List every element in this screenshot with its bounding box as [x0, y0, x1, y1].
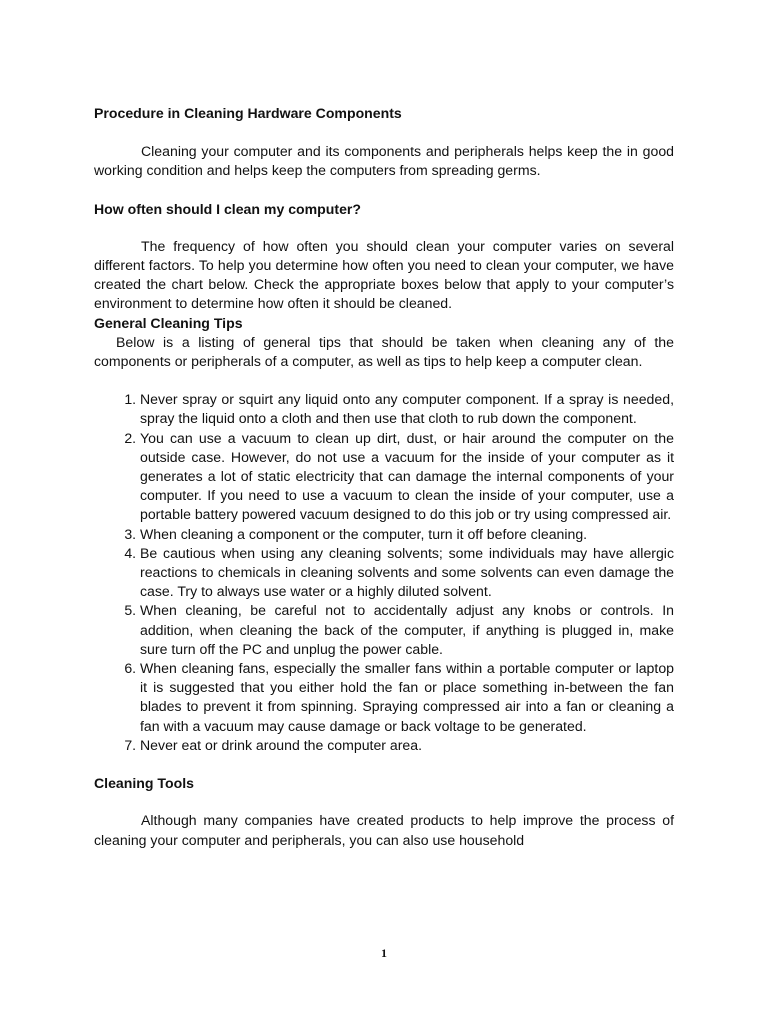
list-item: 7. Never eat or drink around the computer area. — [140, 736, 674, 755]
section-heading-how-often: How often should I clean my computer? — [94, 200, 362, 217]
list-item: 4. Be cautious when using any cleaning solvents; some individuals may have allergic reactions to chemicals in cleaning solvents and some solvents can even damage the case. Try to always use water or a highly diluted solvent. — [140, 544, 674, 602]
list-item: 5. When cleaning, be careful not to accidentally adjust any knobs or controls. In addition, when cleaning the back of the computer, if anything is plugged in, make sure turn off the PC and unplug the power cable. — [140, 601, 674, 659]
list-item: 6. When cleaning fans, especially the smaller fans within a portable computer or laptop it is suggested that you either hold the fan or place something in-between the fan blades to prevent it from spinning. Spraying compressed air into a fan or cleaning a fan with a vacuum may cause damage or back voltage to be generated. — [140, 659, 674, 736]
general-tips-paragraph: Below is a listing of general tips that should be taken when cleaning any of the components or peripherals of a computer, as well as tips to help keep a computer clean. — [94, 333, 674, 370]
page-number: 1 — [381, 946, 387, 960]
list-item: 1. Never spray or squirt any liquid onto any computer component. If a spray is needed, spray the liquid onto a cloth and then use that cloth to rub down the component. — [140, 390, 674, 428]
document-page — [94, 104, 674, 850]
list-item: 3. When cleaning a component or the computer, turn it off before cleaning. — [140, 525, 674, 544]
tips-list — [94, 390, 674, 755]
document-title: Procedure in Cleaning Hardware Components — [94, 105, 402, 121]
how-often-paragraph: The frequency of how often you should clean your computer varies on several different factors. To help you determine how often you need to clean your computer, we have created the chart below. Check the appropriate boxes below that apply to your computer’s environment to determine how often it should be cleaned. — [94, 237, 674, 312]
section-heading-cleaning-tools: Cleaning Tools — [94, 775, 194, 792]
section-heading-general-tips: General Cleaning Tips — [94, 314, 243, 331]
cleaning-tools-paragraph: Although many companies have created products to help improve the process of cleaning your computer and peripherals, you can also use household — [94, 812, 674, 848]
list-item: 2. You can use a vacuum to clean up dirt, dust, or hair around the computer on the outside case. However, do not use a vacuum for the inside of your computer as it generates a lot of static electricity that can damage the internal components of your computer. If you need to use a vacuum to clean the inside of your computer, use a portable battery powered vacuum designed to do this job or try using compressed air. — [140, 429, 674, 525]
intro-paragraph: Cleaning your computer and its components and peripherals helps keep the in good working condition and helps keep the computers from spreading germs. — [94, 143, 674, 179]
